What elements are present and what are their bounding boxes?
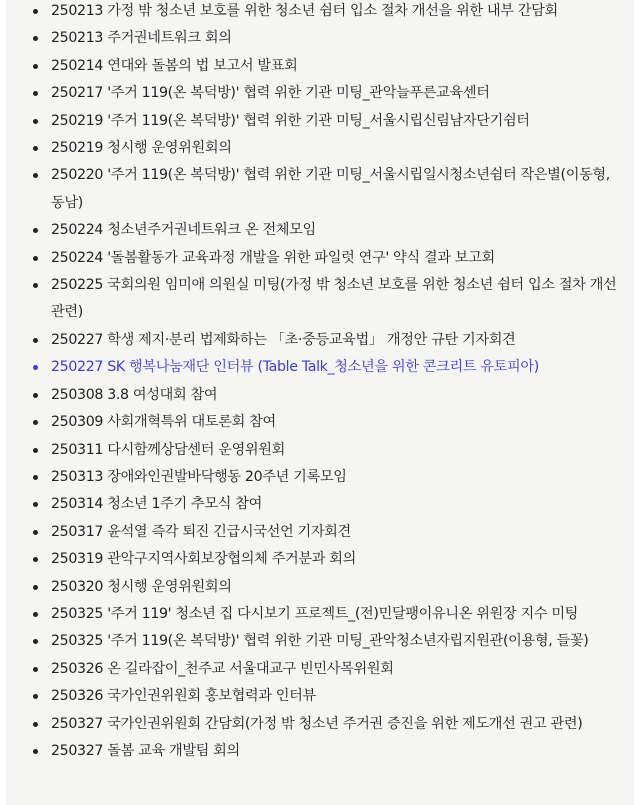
list-item [51,656,617,683]
list-item-text: 250217 '주거 119(온 복덕방)' 협력 위한 기관 미팅_관악늘푸른교육센터 [51,85,490,102]
bullet-icon [33,420,38,425]
activity-log-panel [6,0,634,805]
list-item-text: 250227 학생 제지·분리 법제화하는 「초·중등교육법」 개정안 규탄 기자회견 [51,331,516,348]
list-item-text: 250220 '주거 119(온 복덕방)' 협력 위한 기관 미팅_서울시립일시청소년쉼터 작은별(이동형,동남) [51,167,610,211]
bullet-icon [33,639,38,644]
list-item [51,601,617,628]
list-item-text: 250326 온 길라잡이_천주교 서울대교구 빈민사목위원회 [51,660,394,677]
bullet-icon [33,612,38,617]
list-item-text: 250308 3.8 여성대회 참여 [51,386,218,403]
list-item-text: 250327 돌봄 교육 개발팀 회의 [51,742,240,759]
list-item [51,546,617,573]
list-item [51,162,617,217]
bullet-icon [33,256,38,261]
bullet-icon [33,173,38,178]
list-item [51,108,617,135]
bullet-icon [33,91,38,96]
list-item [51,519,617,546]
list-item [51,464,617,491]
list-item-text: 250214 연대와 돌봄의 법 보고서 발표회 [51,57,298,74]
list-item-text: 250213 주거권네트워크 회의 [51,30,232,47]
list-item-text: 250309 사회개혁특위 대토론회 참여 [51,414,276,431]
bullet-icon [33,9,38,14]
list-item-text: 250327 국가인권위원회 간담회(가정 밖 청소년 주거권 증진을 위한 제도개선 권고 관련) [51,715,583,732]
bullet-icon [33,694,38,699]
list-item [51,327,617,354]
bullet-icon [33,365,38,370]
list-item [51,135,617,162]
list-item-text: 250325 '주거 119(온 복덕방)' 협력 위한 기관 미팅_관악청소년자립지원관(이용형, 들꽃) [51,633,589,650]
list-item [51,683,617,710]
list-item [51,53,617,80]
bullet-icon [33,502,38,507]
list-item [51,382,617,409]
bullet-icon [33,722,38,727]
list-item-text: 250319 관악구지역사회보장협의체 주거분과 회의 [51,551,356,568]
bullet-icon [33,475,38,480]
list-item-link[interactable] [51,354,617,381]
list-item [51,711,617,738]
bullet-icon [33,667,38,672]
list-item-text: 250213 가정 밖 청소년 보호를 위한 청소년 쉼터 입소 절차 개선을 위한 내부 간담회 [51,3,558,19]
bullet-icon [33,146,38,151]
list-item-text: 250314 청소년 1주기 추모식 참여 [51,496,262,513]
bullet-icon [33,557,38,562]
list-item-text: 250219 청시행 운영위원회의 [51,140,232,157]
list-item-text: 250311 다시함께상담센터 운영위원회 [51,441,285,458]
list-item-text: 250326 국가인권위원회 홍보협력과 인터뷰 [51,688,316,705]
list-item-text: 250325 '주거 119' 청소년 집 다시보기 프로젝트_(전)민달팽이유니온 위원장 지수 미팅 [51,605,579,622]
list-item-text: 250224 청소년주거권네트워크 온 전체모임 [51,222,316,239]
bullet-icon [33,585,38,590]
bullet-icon [33,119,38,124]
bullet-icon [33,530,38,535]
list-item-text: 250313 장애와인권발바닥행동 20주년 기록모임 [51,468,347,485]
list-item-text: 250320 청시행 운영위원회의 [51,578,232,595]
list-item-text: 250224 '돌봄활동가 교육과정 개발을 위한 파일럿 연구' 약식 결과 보고회 [51,249,495,266]
list-item-text[interactable]: 250227 SK 행복나눔재단 인터뷰 (Table Talk_청소년을 위한 콘크리트 유토피아) [51,359,539,376]
list-item-text: 250225 국회의원 임미애 의원실 미팅(가정 밖 청소년 보호를 위한 청소년 쉼터 입소 절차 개선 관련) [51,277,617,321]
bullet-icon [33,749,38,754]
list-item [51,25,617,52]
list-item [51,80,617,107]
list-item [51,245,617,272]
list-item [51,0,617,25]
list-item [51,574,617,601]
list-item [51,272,617,327]
list-item [51,738,617,765]
bullet-icon [33,448,38,453]
list-item [51,491,617,518]
list-item-text: 250219 '주거 119(온 복덕방)' 협력 위한 기관 미팅_서울시립신림남자단기쉼터 [51,112,530,129]
list-item [51,628,617,655]
bullet-icon [33,64,38,69]
bullet-icon [33,36,38,41]
list-item [51,217,617,244]
list-item [51,437,617,464]
list-item-text: 250317 윤석열 즉각 퇴진 긴급시국선언 기자회견 [51,523,351,540]
list-item [51,409,617,436]
activity-list [51,0,617,765]
bullet-icon [33,283,38,288]
bullet-icon [33,228,38,233]
bullet-icon [33,393,38,398]
bullet-icon [33,338,38,343]
